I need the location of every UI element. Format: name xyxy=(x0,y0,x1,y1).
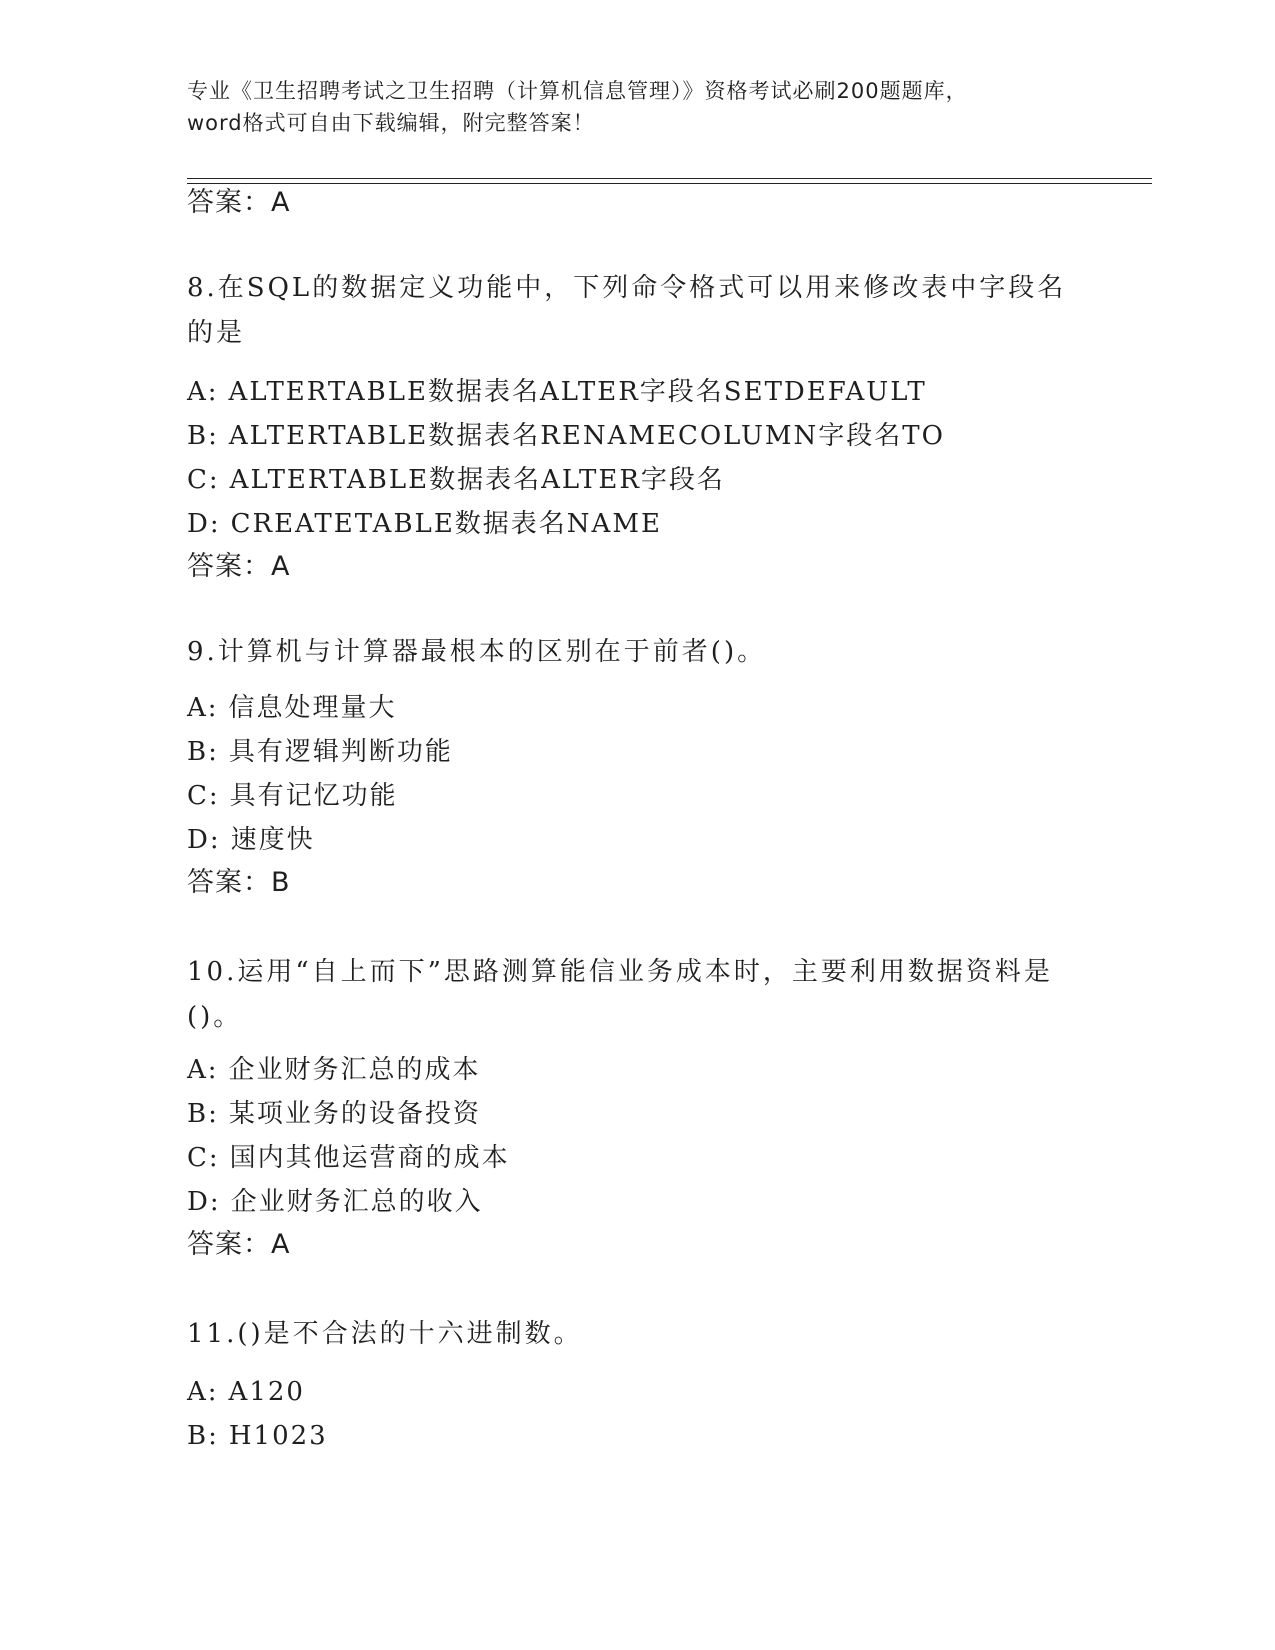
question-8-line-1: 8.在SQL的数据定义功能中，下列命令格式可以用来修改表中字段名 xyxy=(187,273,1067,303)
question-11-line-1: 11.()是不合法的十六进制数。 xyxy=(187,1319,583,1349)
answer-value: A xyxy=(271,1229,291,1260)
answer-value: A xyxy=(271,187,291,218)
question-10-text xyxy=(187,950,1087,1040)
question-10-line-2: ()。 xyxy=(187,1002,243,1032)
question-8-text xyxy=(187,266,1087,356)
question-8-answer xyxy=(187,550,290,584)
question-10-option-c: C: 国内其他运营商的成本 xyxy=(187,1143,510,1173)
question-8-option-d: D: CREATETABLE数据表名NAME xyxy=(187,509,662,539)
answer-label: 答案： xyxy=(187,551,271,582)
question-9-option-b: B: 具有逻辑判断功能 xyxy=(187,737,453,767)
question-9-option-d: D: 速度快 xyxy=(187,825,315,855)
question-10-option-a: A: 企业财务汇总的成本 xyxy=(187,1055,481,1085)
question-9-answer xyxy=(187,866,291,900)
question-9-option-c: C: 具有记忆功能 xyxy=(187,781,398,811)
question-10-option-b: B: 某项业务的设备投资 xyxy=(187,1099,481,1129)
question-8-option-a: A: ALTERTABLE数据表名ALTER字段名SETDEFAULT xyxy=(187,377,927,407)
document-header xyxy=(187,75,1087,139)
question-11-option-a: A: A120 xyxy=(187,1377,305,1407)
answer-line xyxy=(187,186,290,220)
header-divider-top xyxy=(187,178,1152,179)
header-line-2: word格式可自由下载编辑，附完整答案！ xyxy=(187,111,595,135)
question-8-line-2: 的是 xyxy=(187,318,246,348)
answer-value: A xyxy=(271,551,291,582)
question-10-answer xyxy=(187,1228,290,1262)
question-9-text xyxy=(187,630,1087,675)
question-10-option-d: D: 企业财务汇总的收入 xyxy=(187,1187,483,1217)
header-divider-bottom xyxy=(187,183,1152,184)
question-8-option-b: B: ALTERTABLE数据表名RENAMECOLUMN字段名TO xyxy=(187,421,945,451)
question-9-line-1: 9.计算机与计算器最根本的区别在于前者()。 xyxy=(187,637,767,667)
answer-label: 答案： xyxy=(187,187,271,218)
question-8-option-c: C: ALTERTABLE数据表名ALTER字段名 xyxy=(187,465,725,495)
question-11-text xyxy=(187,1312,1087,1357)
answer-label: 答案： xyxy=(187,1229,271,1260)
header-line-1: 专业《卫生招聘考试之卫生招聘（计算机信息管理）》资格考试必刷200题题库， xyxy=(187,79,968,103)
question-10-line-1: 10.运用“自上而下”思路测算能信业务成本时，主要利用数据资料是 xyxy=(187,957,1053,987)
answer-value: B xyxy=(271,867,291,898)
question-11-option-b: B: H1023 xyxy=(187,1421,328,1451)
answer-label: 答案： xyxy=(187,867,271,898)
question-9-option-a: A: 信息处理量大 xyxy=(187,693,397,723)
